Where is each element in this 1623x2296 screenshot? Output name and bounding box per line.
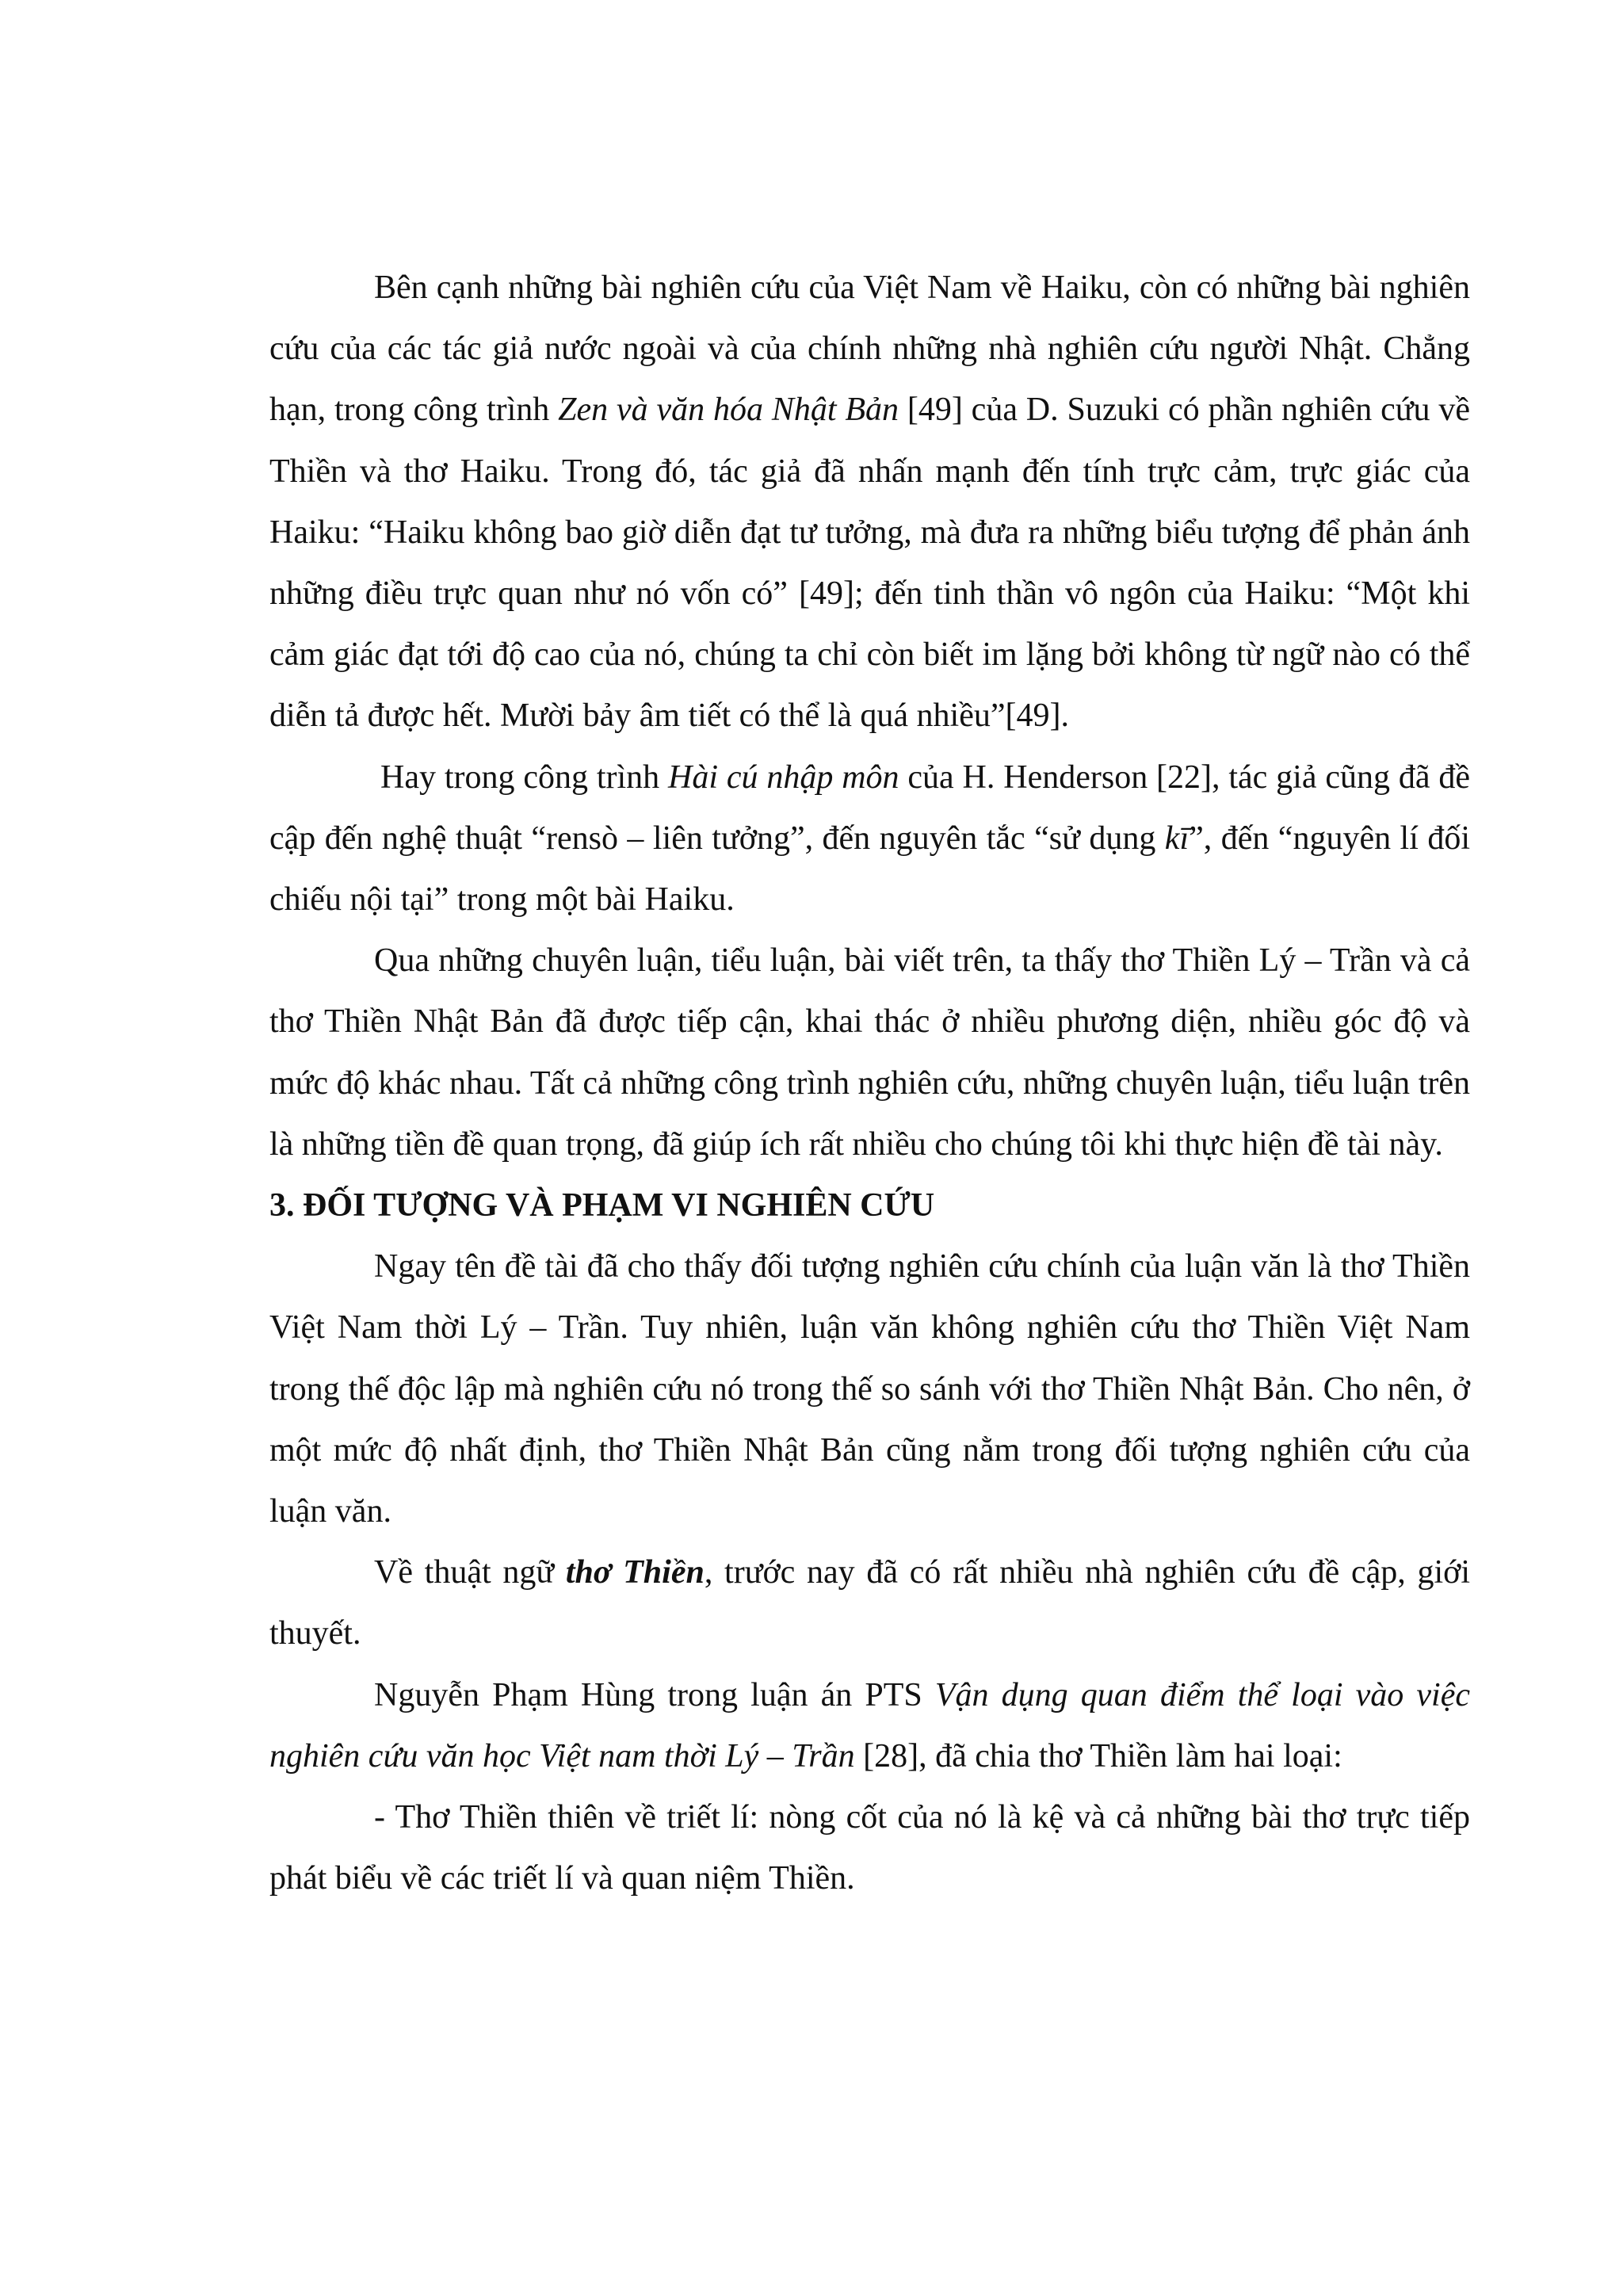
paragraph-henderson	[269, 747, 1470, 931]
section-heading: 3. ĐỐI TƯỢNG VÀ PHẠM VI NGHIÊN CỨU	[269, 1187, 935, 1224]
paragraph-scope: Ngay tên đề tài đã cho thấy đối tượng nghiên cứu chính của luận văn là thơ Thiền Việt Nam thời Lý – Trần. Tuy nhiên, luận văn không nghiên cứu thơ Thiền Việt Nam trong thế độc lập mà nghiên cứu nó trong thế so sánh với thơ Thiền Nhật Bản. Cho nên, ở một mức độ nhất định, thơ Thiền Nhật Bản cũng nằm trong đối tượng nghiên cứu của luận văn.	[269, 1248, 1470, 1530]
paragraph-nguyen-pham-hung	[269, 1665, 1470, 1787]
term-tho-thien: thơ Thiền	[565, 1554, 705, 1591]
term-ki: kī	[1164, 819, 1190, 857]
paragraph-text: [28], đã chia thơ Thiền làm hai loại:	[854, 1737, 1342, 1775]
book-title: Zen và văn hóa Nhật Bản	[558, 392, 899, 429]
paragraph-summary: Qua những chuyên luận, tiểu luận, bài viết trên, ta thấy thơ Thiền Lý – Trần và cả thơ Thiền Nhật Bản đã được tiếp cận, khai thác ở nhiều phương diện, nhiều góc độ và mức độ khác nhau. Tất cả những công trình nghiên cứu, những chuyên luận, tiểu luận trên là những tiền đề quan trọng, đã giúp ích rất nhiều cho chúng tôi khi thực hiện đề tài này.	[269, 942, 1470, 1163]
paragraph-suzuki	[269, 258, 1470, 747]
document-page	[269, 258, 1470, 1909]
paragraph-text: Nguyễn Phạm Hùng trong luận án PTS	[374, 1676, 935, 1713]
paragraph-text: Bên cạnh những bài nghiên cứu của Việt Nam về Haiku, còn có những bài nghiên cứu của các tác giả nước ngoài và của chính những nhà nghiên cứu người Nhật. Chẳng hạn, trong công trình	[269, 269, 1470, 429]
paragraph-text: Hay trong công trình	[380, 758, 669, 796]
thesis-title: Vận dụng quan điểm thể loại vào việc nghiên cứu văn học Việt nam thời Lý – Trần	[269, 1676, 1471, 1775]
paragraph-text: của H. Henderson [22], tác giả cũng đã đề cập đến nghệ thuật “rensò – liên tưởng”, đến nguyên tắc “sử dụng	[269, 758, 1470, 857]
paragraph-text: [49] của D. Suzuki có phần nghiên cứu về Thiền và thơ Haiku. Trong đó, tác giả đã nhấn mạnh đến tính trực cảm, trực giác của Haiku: “Haiku không bao giờ diễn đạt tư tưởng, mà đưa ra những biểu tượng để phản ánh những điều trực quan như nó vốn có” [49]; đến tinh thần vô ngôn của Haiku: “Một khi cảm giác đạt tới độ cao của nó, chúng ta chỉ còn biết im lặng bởi không từ ngữ nào có thể diễn tả được hết. Mười bảy âm tiết có thể là quá nhiều”[49].	[269, 392, 1471, 735]
paragraph-term	[269, 1542, 1470, 1664]
paragraph-text: , trước nay đã có rất nhiều nhà nghiên cứu đề cập, giới thuyết.	[269, 1554, 1471, 1652]
paragraph-text: ”, đến “nguyên lí đối chiếu nội tại” trong một bài Haiku.	[269, 819, 1470, 919]
book-title: Hài cú nhập môn	[668, 758, 899, 796]
list-item-philosophy: - Thơ Thiền thiên về triết lí: nòng cốt của nó là kệ và cả những bài thơ trực tiếp phát biểu về các triết lí và quan niệm Thiền.	[269, 1799, 1470, 1897]
paragraph-text: Về thuật ngữ	[374, 1554, 566, 1591]
